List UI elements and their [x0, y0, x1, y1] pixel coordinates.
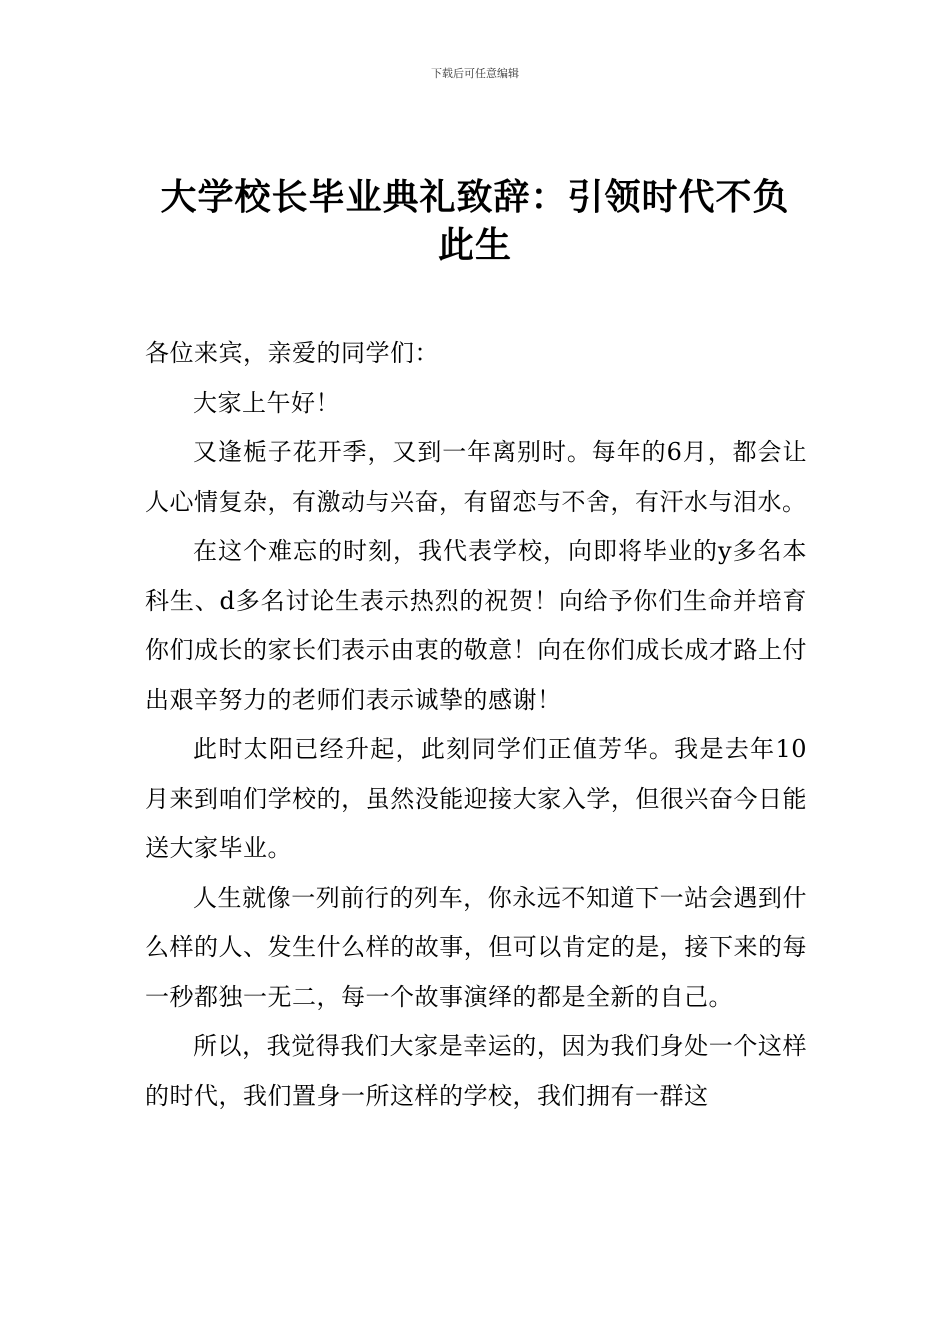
- header-note: 下载后可任意编辑: [431, 67, 519, 80]
- paragraph: 人生就像一列前行的列车，你永远不知道下一站会遇到什么样的人、发生什么样的故事，但可以肯定的是，接下来的每一秒都独一无二，每一个故事演绎的都是全新的自己。: [145, 883, 807, 1011]
- paragraph-greeting: 大家上午好！: [193, 388, 340, 417]
- paragraph: 在这个难忘的时刻，我代表学校，向即将毕业的y多名本科生、d多名讨论生表示热烈的祝贺！向给予你们生命并培育你们成长的家长们表示由衷的敬意！向在你们成长成才路上付出艰辛努力的老师们表示诚挚的感谢！: [145, 537, 807, 714]
- document-title: 大学校长毕业典礼致辞：引领时代不负此生: [160, 177, 790, 266]
- paragraph: 此时太阳已经升起，此刻同学们正值芳华。我是去年10月来到咱们学校的，虽然没能迎接大家入学，但很兴奋今日能送大家毕业。: [145, 735, 807, 862]
- salutation: 各位来宾，亲爱的同学们：: [145, 339, 439, 367]
- paragraph: 又逢栀子花开季，又到一年离别时。每年的6月，都会让人心情复杂，有激动与兴奋，有留恋与不舍，有汗水与泪水。: [145, 438, 807, 516]
- document-body: [145, 329, 807, 1121]
- paragraph: 所以，我觉得我们大家是幸运的，因为我们身处一个这样的时代，我们置身一所这样的学校，我们拥有一群这: [145, 1032, 807, 1110]
